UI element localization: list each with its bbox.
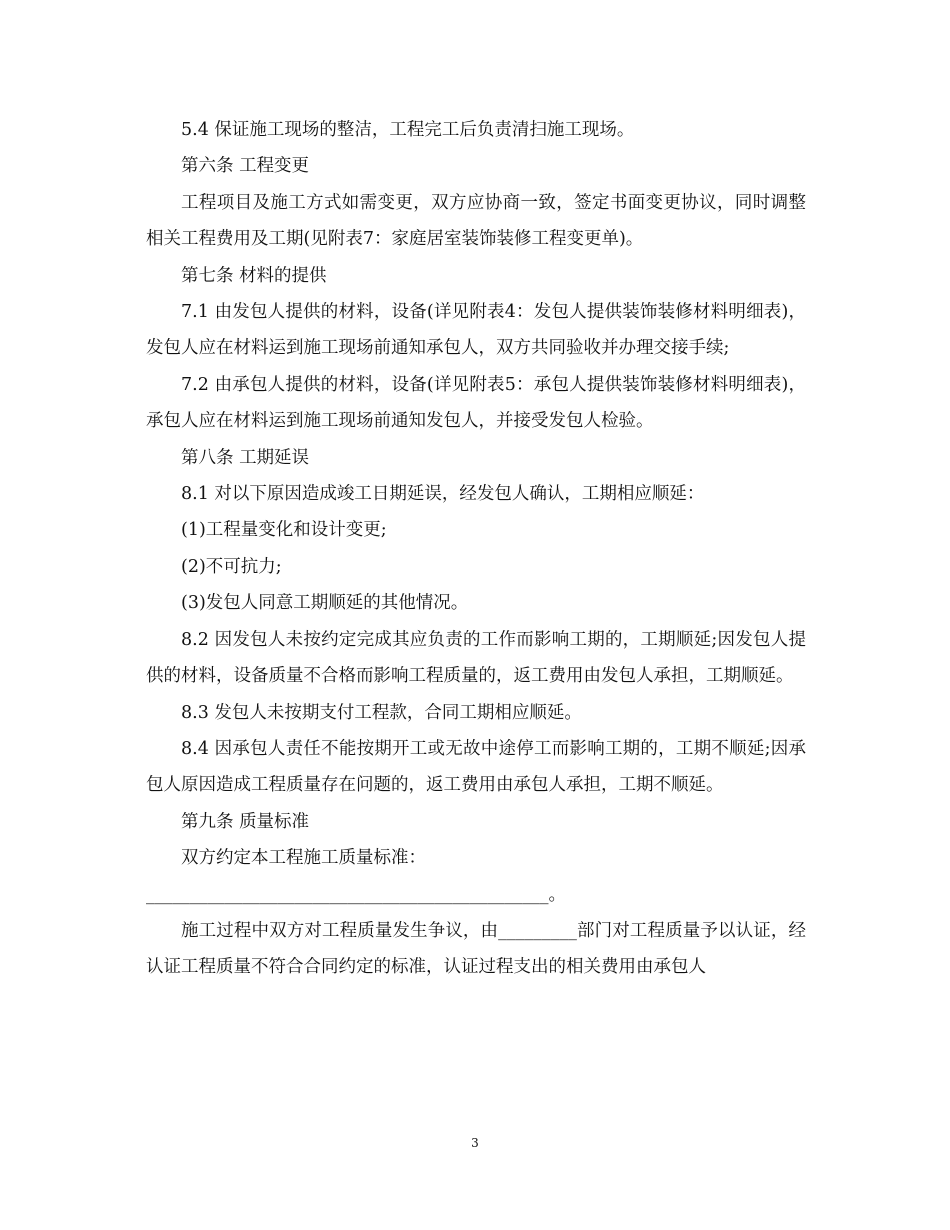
article-9-standard-intro: 双方约定本工程施工质量标准： — [181, 848, 426, 869]
article-6-body: 工程项目及施工方式如需变更，双方应协商一致，签定书面变更协议，同时调整相关工程费用及工期(见附表7：家庭居室装饰装修工程变更单)。 — [146, 192, 806, 250]
clause-7-1: 7.1 由发包人提供的材料，设备(详见附表4：发包人提供装饰装修材料明细表)，发包人应在材料运到施工现场前通知承包人，双方共同验收并办理交接手续; — [146, 302, 806, 359]
clause-8-1-item-1: (1)工程量变化和设计变更; — [181, 520, 387, 541]
quality-standard-blank-line: ______________________________________________。 — [146, 884, 566, 905]
document-body — [146, 112, 806, 986]
clause-8-3: 8.3 发包人未按期支付工程款，合同工期相应顺延。 — [181, 702, 582, 723]
article-8-heading: 第八条 工期延误 — [181, 447, 310, 468]
clause-8-4: 8.4 因承包人责任不能按期开工或无故中途停工而影响工期的，工期不顺延;因承包人原因造成工程质量存在问题的，返工费用由承包人承担，工期不顺延。 — [146, 738, 806, 796]
article-6-heading: 第六条 工程变更 — [181, 156, 310, 177]
clause-8-1-item-2: (2)不可抗力; — [181, 556, 282, 577]
clause-8-2: 8.2 因发包人未按约定完成其应负责的工作而影响工期的，工期顺延;因发包人提供的材料，设备质量不合格而影响工程质量的，返工费用由发包人承担，工期顺延。 — [146, 629, 806, 687]
article-9-heading: 第九条 质量标准 — [181, 811, 310, 832]
article-9-dispute-clause: 施工过程中双方对工程质量发生争议，由_________部门对工程质量予以认证，经认证工程质量不符合合同约定的标准，认证过程支出的相关费用由承包人 — [146, 920, 806, 978]
article-7-heading: 第七条 材料的提供 — [181, 265, 327, 286]
clause-5-4: 5.4 保证施工现场的整洁，工程完工后负责清扫施工现场。 — [181, 120, 635, 140]
clause-8-1-item-3: (3)发包人同意工期顺延的其他情况。 — [181, 593, 469, 614]
clause-7-2: 7.2 由承包人提供的材料，设备(详见附表5：承包人提供装饰装修材料明细表)，承包人应在材料运到施工现场前通知发包人，并接受发包人检验。 — [146, 374, 806, 432]
clause-8-1: 8.1 对以下原因造成竣工日期延误，经发包人确认，工期相应顺延： — [181, 484, 705, 505]
page-number: 3 — [471, 1136, 479, 1150]
